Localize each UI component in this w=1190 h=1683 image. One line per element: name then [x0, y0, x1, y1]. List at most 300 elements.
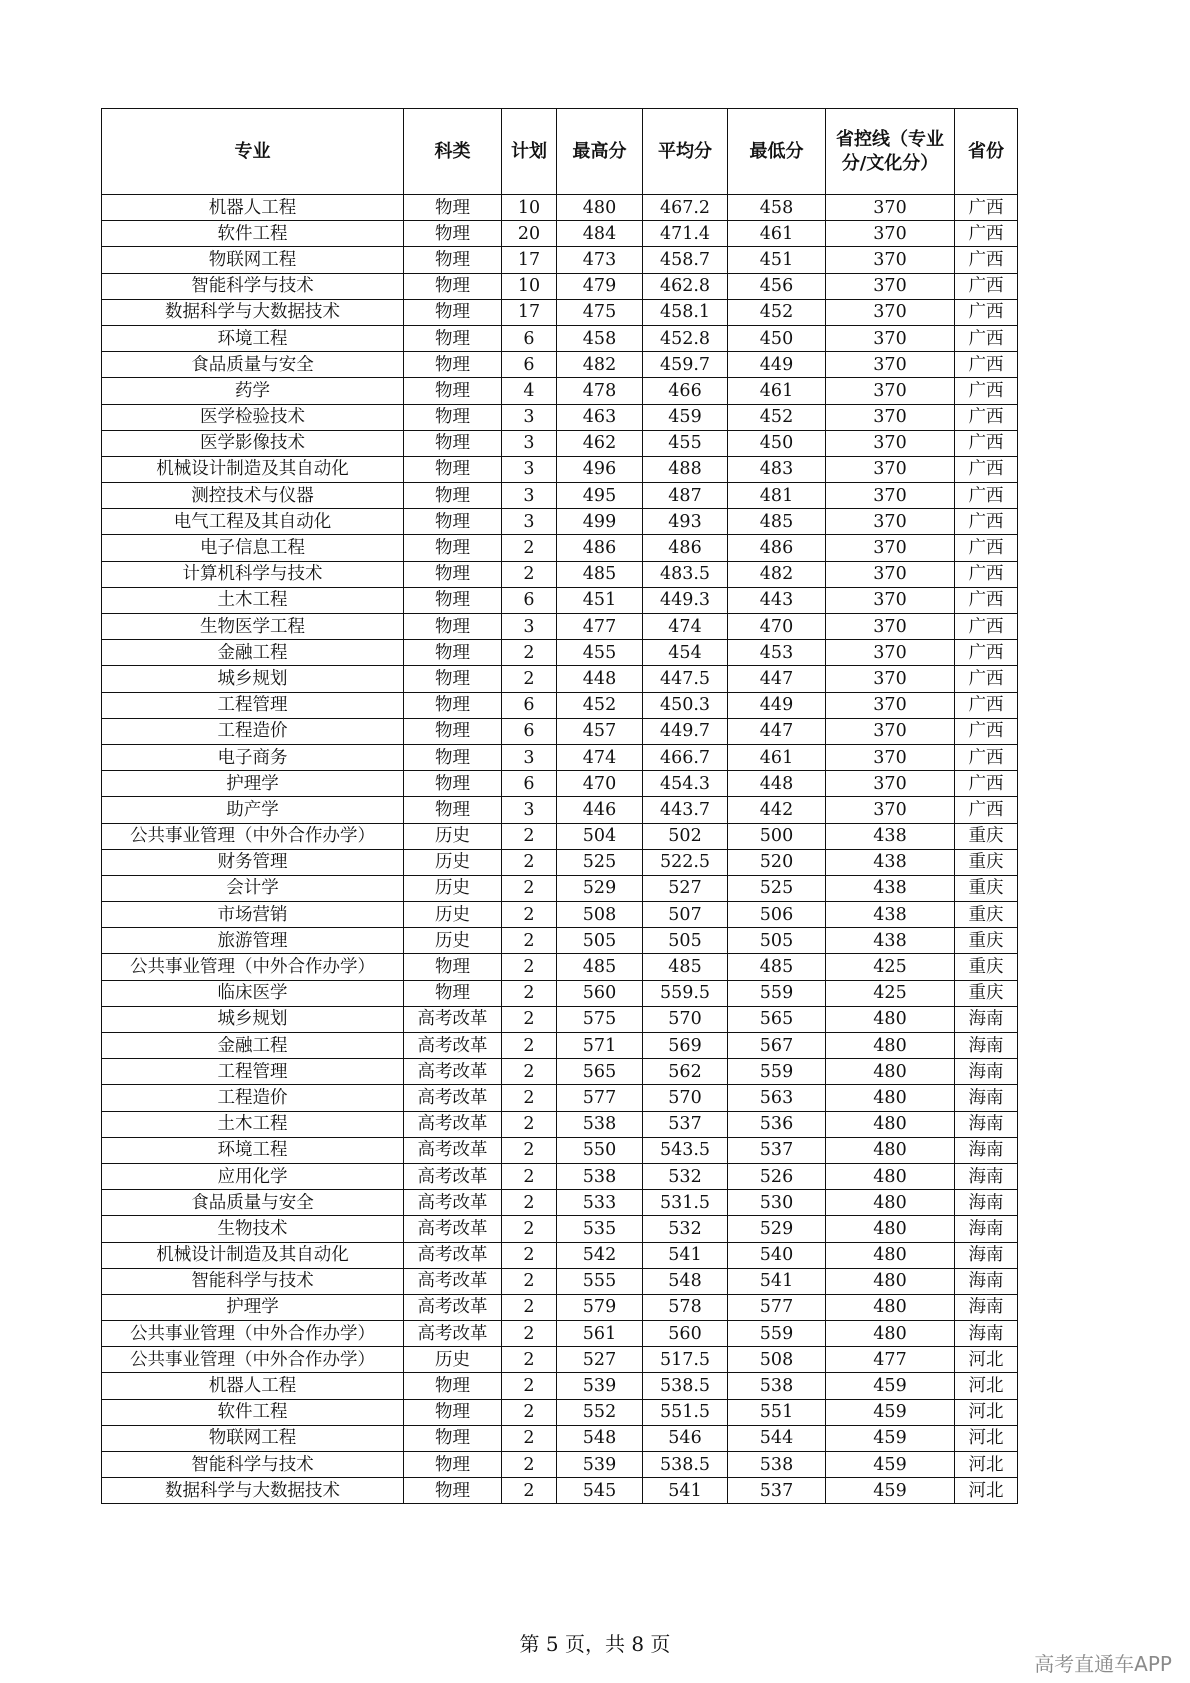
cell-avg-score: 551.5: [643, 1399, 728, 1425]
cell-avg-score: 505: [643, 928, 728, 954]
cell-min-score: 442: [728, 797, 826, 823]
table-row: [102, 797, 1018, 823]
cell-max-score: 495: [557, 483, 643, 509]
cell-category: 历史: [404, 902, 502, 928]
cell-category: 物理: [404, 299, 502, 325]
cell-min-score: 485: [728, 954, 826, 980]
cell-avg-score: 527: [643, 875, 728, 901]
cell-major: 电子商务: [102, 744, 404, 770]
cell-category: 物理: [404, 247, 502, 273]
cell-avg-score: 452.8: [643, 325, 728, 351]
cell-control-line: 370: [826, 404, 955, 430]
cell-province: 重庆: [955, 980, 1018, 1006]
cell-category: 高考改革: [404, 1294, 502, 1320]
cell-province: 海南: [955, 1137, 1018, 1163]
cell-control-line: 459: [826, 1478, 955, 1504]
cell-min-score: 485: [728, 509, 826, 535]
table-row: [102, 640, 1018, 666]
cell-category: 高考改革: [404, 1085, 502, 1111]
cell-major: 工程造价: [102, 718, 404, 744]
cell-major: 数据科学与大数据技术: [102, 1478, 404, 1504]
cell-plan: 2: [502, 1242, 557, 1268]
table-row: [102, 430, 1018, 456]
table-row: [102, 614, 1018, 640]
cell-province: 海南: [955, 1190, 1018, 1216]
cell-max-score: 575: [557, 1006, 643, 1032]
cell-plan: 2: [502, 1452, 557, 1478]
cell-major: 生物医学工程: [102, 614, 404, 640]
cell-major: 医学检验技术: [102, 404, 404, 430]
cell-province: 海南: [955, 1294, 1018, 1320]
cell-province: 广西: [955, 352, 1018, 378]
cell-category: 物理: [404, 352, 502, 378]
cell-avg-score: 487: [643, 483, 728, 509]
cell-major: 临床医学: [102, 980, 404, 1006]
cell-control-line: 425: [826, 980, 955, 1006]
cell-category: 物理: [404, 509, 502, 535]
cell-avg-score: 450.3: [643, 692, 728, 718]
table-row: [102, 404, 1018, 430]
cell-major: 智能科学与技术: [102, 1452, 404, 1478]
cell-plan: 2: [502, 1268, 557, 1294]
cell-major: 软件工程: [102, 221, 404, 247]
cell-category: 物理: [404, 1373, 502, 1399]
table-row: [102, 1268, 1018, 1294]
cell-avg-score: 449.7: [643, 718, 728, 744]
table-row: [102, 1478, 1018, 1504]
table-row: [102, 771, 1018, 797]
cell-avg-score: 507: [643, 902, 728, 928]
table-row: [102, 325, 1018, 351]
cell-plan: 2: [502, 1321, 557, 1347]
cell-major: 物联网工程: [102, 1425, 404, 1451]
cell-control-line: 459: [826, 1452, 955, 1478]
cell-min-score: 452: [728, 404, 826, 430]
cell-province: 河北: [955, 1347, 1018, 1373]
cell-province: 海南: [955, 1321, 1018, 1347]
cell-plan: 20: [502, 221, 557, 247]
cell-max-score: 571: [557, 1033, 643, 1059]
table-row: [102, 273, 1018, 299]
cell-province: 重庆: [955, 954, 1018, 980]
cell-max-score: 555: [557, 1268, 643, 1294]
cell-category: 物理: [404, 797, 502, 823]
cell-max-score: 484: [557, 221, 643, 247]
table-row: [102, 456, 1018, 482]
cell-major: 应用化学: [102, 1163, 404, 1189]
cell-province: 广西: [955, 195, 1018, 221]
cell-major: 智能科学与技术: [102, 273, 404, 299]
table-row: [102, 744, 1018, 770]
cell-major: 食品质量与安全: [102, 352, 404, 378]
cell-max-score: 473: [557, 247, 643, 273]
cell-control-line: 459: [826, 1373, 955, 1399]
cell-category: 物理: [404, 1478, 502, 1504]
cell-category: 高考改革: [404, 1268, 502, 1294]
cell-max-score: 577: [557, 1085, 643, 1111]
cell-major: 计算机科学与技术: [102, 561, 404, 587]
table-row: [102, 902, 1018, 928]
cell-control-line: 370: [826, 352, 955, 378]
cell-min-score: 506: [728, 902, 826, 928]
cell-plan: 2: [502, 1478, 557, 1504]
cell-min-score: 461: [728, 378, 826, 404]
cell-control-line: 480: [826, 1268, 955, 1294]
cell-control-line: 438: [826, 928, 955, 954]
cell-province: 广西: [955, 587, 1018, 613]
cell-min-score: 530: [728, 1190, 826, 1216]
cell-province: 海南: [955, 1085, 1018, 1111]
cell-avg-score: 466: [643, 378, 728, 404]
cell-plan: 3: [502, 744, 557, 770]
cell-plan: 2: [502, 980, 557, 1006]
cell-avg-score: 570: [643, 1006, 728, 1032]
cell-max-score: 458: [557, 325, 643, 351]
cell-major: 电气工程及其自动化: [102, 509, 404, 535]
cell-avg-score: 471.4: [643, 221, 728, 247]
cell-province: 海南: [955, 1006, 1018, 1032]
cell-avg-score: 559.5: [643, 980, 728, 1006]
table-row: [102, 1006, 1018, 1032]
cell-control-line: 480: [826, 1111, 955, 1137]
cell-max-score: 482: [557, 352, 643, 378]
cell-avg-score: 443.7: [643, 797, 728, 823]
cell-category: 物理: [404, 221, 502, 247]
cell-major: 旅游管理: [102, 928, 404, 954]
cell-major: 公共事业管理（中外合作办学）: [102, 1321, 404, 1347]
cell-control-line: 477: [826, 1347, 955, 1373]
cell-category: 高考改革: [404, 1190, 502, 1216]
cell-min-score: 461: [728, 744, 826, 770]
cell-max-score: 538: [557, 1163, 643, 1189]
cell-major: 药学: [102, 378, 404, 404]
cell-category: 高考改革: [404, 1111, 502, 1137]
cell-plan: 2: [502, 1006, 557, 1032]
cell-min-score: 486: [728, 535, 826, 561]
cell-min-score: 538: [728, 1373, 826, 1399]
cell-min-score: 526: [728, 1163, 826, 1189]
cell-plan: 2: [502, 561, 557, 587]
cell-control-line: 480: [826, 1085, 955, 1111]
cell-province: 广西: [955, 325, 1018, 351]
table-row: [102, 1425, 1018, 1451]
cell-max-score: 499: [557, 509, 643, 535]
cell-control-line: 370: [826, 509, 955, 535]
cell-avg-score: 488: [643, 456, 728, 482]
cell-category: 物理: [404, 980, 502, 1006]
cell-category: 历史: [404, 928, 502, 954]
cell-province: 海南: [955, 1163, 1018, 1189]
cell-max-score: 463: [557, 404, 643, 430]
table-row: [102, 1190, 1018, 1216]
cell-avg-score: 532: [643, 1216, 728, 1242]
cell-control-line: 370: [826, 325, 955, 351]
cell-category: 物理: [404, 692, 502, 718]
cell-max-score: 446: [557, 797, 643, 823]
cell-control-line: 370: [826, 561, 955, 587]
cell-max-score: 496: [557, 456, 643, 482]
cell-major: 公共事业管理（中外合作办学）: [102, 823, 404, 849]
cell-province: 海南: [955, 1216, 1018, 1242]
cell-category: 物理: [404, 325, 502, 351]
cell-category: 物理: [404, 195, 502, 221]
cell-min-score: 449: [728, 692, 826, 718]
cell-max-score: 470: [557, 771, 643, 797]
cell-plan: 2: [502, 902, 557, 928]
cell-avg-score: 458.1: [643, 299, 728, 325]
cell-min-score: 525: [728, 875, 826, 901]
cell-plan: 6: [502, 587, 557, 613]
cell-min-score: 452: [728, 299, 826, 325]
cell-category: 物理: [404, 456, 502, 482]
cell-province: 广西: [955, 456, 1018, 482]
cell-avg-score: 449.3: [643, 587, 728, 613]
cell-plan: 2: [502, 1190, 557, 1216]
cell-min-score: 500: [728, 823, 826, 849]
cell-province: 广西: [955, 299, 1018, 325]
cell-control-line: 370: [826, 195, 955, 221]
cell-plan: 3: [502, 797, 557, 823]
cell-major: 助产学: [102, 797, 404, 823]
cell-category: 物理: [404, 378, 502, 404]
table-row: [102, 849, 1018, 875]
cell-avg-score: 502: [643, 823, 728, 849]
cell-plan: 2: [502, 1163, 557, 1189]
cell-province: 广西: [955, 771, 1018, 797]
cell-avg-score: 483.5: [643, 561, 728, 587]
cell-min-score: 453: [728, 640, 826, 666]
cell-major: 机械设计制造及其自动化: [102, 456, 404, 482]
cell-province: 广西: [955, 404, 1018, 430]
cell-min-score: 565: [728, 1006, 826, 1032]
cell-control-line: 480: [826, 1242, 955, 1268]
cell-control-line: 370: [826, 430, 955, 456]
cell-min-score: 577: [728, 1294, 826, 1320]
header-major: 专业: [102, 109, 404, 195]
cell-major: 数据科学与大数据技术: [102, 299, 404, 325]
cell-avg-score: 454: [643, 640, 728, 666]
cell-major: 工程造价: [102, 1085, 404, 1111]
cell-category: 高考改革: [404, 1216, 502, 1242]
cell-min-score: 541: [728, 1268, 826, 1294]
cell-category: 物理: [404, 666, 502, 692]
cell-control-line: 480: [826, 1294, 955, 1320]
table-row: [102, 666, 1018, 692]
cell-major: 食品质量与安全: [102, 1190, 404, 1216]
cell-max-score: 538: [557, 1111, 643, 1137]
cell-max-score: 478: [557, 378, 643, 404]
cell-province: 广西: [955, 640, 1018, 666]
cell-control-line: 370: [826, 692, 955, 718]
cell-plan: 2: [502, 1059, 557, 1085]
cell-min-score: 540: [728, 1242, 826, 1268]
cell-avg-score: 493: [643, 509, 728, 535]
cell-plan: 3: [502, 509, 557, 535]
cell-major: 工程管理: [102, 1059, 404, 1085]
table-row: [102, 1321, 1018, 1347]
cell-province: 河北: [955, 1373, 1018, 1399]
cell-plan: 2: [502, 1373, 557, 1399]
cell-province: 广西: [955, 692, 1018, 718]
cell-min-score: 559: [728, 1059, 826, 1085]
cell-province: 河北: [955, 1478, 1018, 1504]
cell-control-line: 438: [826, 823, 955, 849]
cell-plan: 2: [502, 535, 557, 561]
cell-avg-score: 569: [643, 1033, 728, 1059]
cell-province: 重庆: [955, 875, 1018, 901]
table-row: [102, 954, 1018, 980]
cell-max-score: 455: [557, 640, 643, 666]
cell-control-line: 480: [826, 1190, 955, 1216]
cell-plan: 2: [502, 928, 557, 954]
cell-max-score: 485: [557, 954, 643, 980]
cell-category: 历史: [404, 823, 502, 849]
cell-avg-score: 537: [643, 1111, 728, 1137]
cell-avg-score: 562: [643, 1059, 728, 1085]
cell-category: 物理: [404, 771, 502, 797]
cell-province: 河北: [955, 1399, 1018, 1425]
cell-plan: 10: [502, 195, 557, 221]
cell-min-score: 520: [728, 849, 826, 875]
cell-max-score: 561: [557, 1321, 643, 1347]
table-row: [102, 1399, 1018, 1425]
cell-min-score: 482: [728, 561, 826, 587]
table-row: [102, 221, 1018, 247]
cell-min-score: 551: [728, 1399, 826, 1425]
cell-province: 重庆: [955, 928, 1018, 954]
cell-avg-score: 485: [643, 954, 728, 980]
cell-plan: 6: [502, 325, 557, 351]
cell-plan: 2: [502, 1137, 557, 1163]
cell-min-score: 567: [728, 1033, 826, 1059]
cell-min-score: 537: [728, 1478, 826, 1504]
cell-avg-score: 459.7: [643, 352, 728, 378]
header-province: 省份: [955, 109, 1018, 195]
cell-max-score: 535: [557, 1216, 643, 1242]
cell-max-score: 579: [557, 1294, 643, 1320]
cell-min-score: 544: [728, 1425, 826, 1451]
cell-min-score: 448: [728, 771, 826, 797]
cell-province: 广西: [955, 430, 1018, 456]
cell-plan: 3: [502, 430, 557, 456]
cell-category: 高考改革: [404, 1006, 502, 1032]
cell-plan: 2: [502, 1033, 557, 1059]
table-row: [102, 823, 1018, 849]
header-plan: 计划: [502, 109, 557, 195]
cell-max-score: 462: [557, 430, 643, 456]
table-row: [102, 1085, 1018, 1111]
cell-min-score: 447: [728, 718, 826, 744]
cell-category: 高考改革: [404, 1163, 502, 1189]
table-row: [102, 1111, 1018, 1137]
cell-province: 广西: [955, 273, 1018, 299]
cell-province: 河北: [955, 1425, 1018, 1451]
cell-control-line: 370: [826, 273, 955, 299]
cell-category: 物理: [404, 404, 502, 430]
cell-control-line: 438: [826, 902, 955, 928]
cell-province: 重庆: [955, 902, 1018, 928]
cell-max-score: 539: [557, 1452, 643, 1478]
cell-avg-score: 531.5: [643, 1190, 728, 1216]
cell-avg-score: 486: [643, 535, 728, 561]
cell-category: 高考改革: [404, 1059, 502, 1085]
cell-max-score: 550: [557, 1137, 643, 1163]
table-row: [102, 875, 1018, 901]
cell-category: 物理: [404, 1452, 502, 1478]
cell-province: 广西: [955, 483, 1018, 509]
cell-category: 历史: [404, 875, 502, 901]
cell-control-line: 459: [826, 1425, 955, 1451]
cell-control-line: 480: [826, 1216, 955, 1242]
table-row: [102, 299, 1018, 325]
cell-control-line: 370: [826, 299, 955, 325]
cell-category: 物理: [404, 430, 502, 456]
cell-max-score: 474: [557, 744, 643, 770]
table-row: [102, 1373, 1018, 1399]
cell-max-score: 560: [557, 980, 643, 1006]
cell-major: 市场营销: [102, 902, 404, 928]
cell-major: 环境工程: [102, 325, 404, 351]
header-min-score: 最低分: [728, 109, 826, 195]
cell-major: 测控技术与仪器: [102, 483, 404, 509]
cell-avg-score: 474: [643, 614, 728, 640]
cell-category: 物理: [404, 718, 502, 744]
cell-category: 物理: [404, 561, 502, 587]
cell-major: 医学影像技术: [102, 430, 404, 456]
cell-min-score: 443: [728, 587, 826, 613]
cell-major: 公共事业管理（中外合作办学）: [102, 954, 404, 980]
cell-category: 物理: [404, 535, 502, 561]
cell-province: 海南: [955, 1111, 1018, 1137]
table-row: [102, 587, 1018, 613]
cell-province: 广西: [955, 718, 1018, 744]
score-table: [101, 108, 1018, 1504]
table-row: [102, 1242, 1018, 1268]
cell-avg-score: 522.5: [643, 849, 728, 875]
table-row: [102, 509, 1018, 535]
cell-max-score: 477: [557, 614, 643, 640]
cell-province: 海南: [955, 1033, 1018, 1059]
cell-min-score: 458: [728, 195, 826, 221]
cell-major: 土木工程: [102, 1111, 404, 1137]
table-row: [102, 980, 1018, 1006]
cell-min-score: 456: [728, 273, 826, 299]
cell-category: 物理: [404, 1425, 502, 1451]
cell-avg-score: 570: [643, 1085, 728, 1111]
cell-avg-score: 447.5: [643, 666, 728, 692]
cell-control-line: 370: [826, 797, 955, 823]
cell-max-score: 525: [557, 849, 643, 875]
table-row: [102, 195, 1018, 221]
cell-avg-score: 543.5: [643, 1137, 728, 1163]
cell-min-score: 450: [728, 325, 826, 351]
cell-control-line: 438: [826, 849, 955, 875]
cell-plan: 3: [502, 404, 557, 430]
cell-max-score: 505: [557, 928, 643, 954]
cell-plan: 2: [502, 1347, 557, 1373]
cell-max-score: 529: [557, 875, 643, 901]
cell-max-score: 448: [557, 666, 643, 692]
cell-control-line: 370: [826, 378, 955, 404]
cell-min-score: 450: [728, 430, 826, 456]
table-row: [102, 561, 1018, 587]
cell-max-score: 480: [557, 195, 643, 221]
cell-major: 城乡规划: [102, 1006, 404, 1032]
cell-min-score: 461: [728, 221, 826, 247]
cell-province: 广西: [955, 378, 1018, 404]
cell-category: 高考改革: [404, 1242, 502, 1268]
cell-province: 重庆: [955, 823, 1018, 849]
